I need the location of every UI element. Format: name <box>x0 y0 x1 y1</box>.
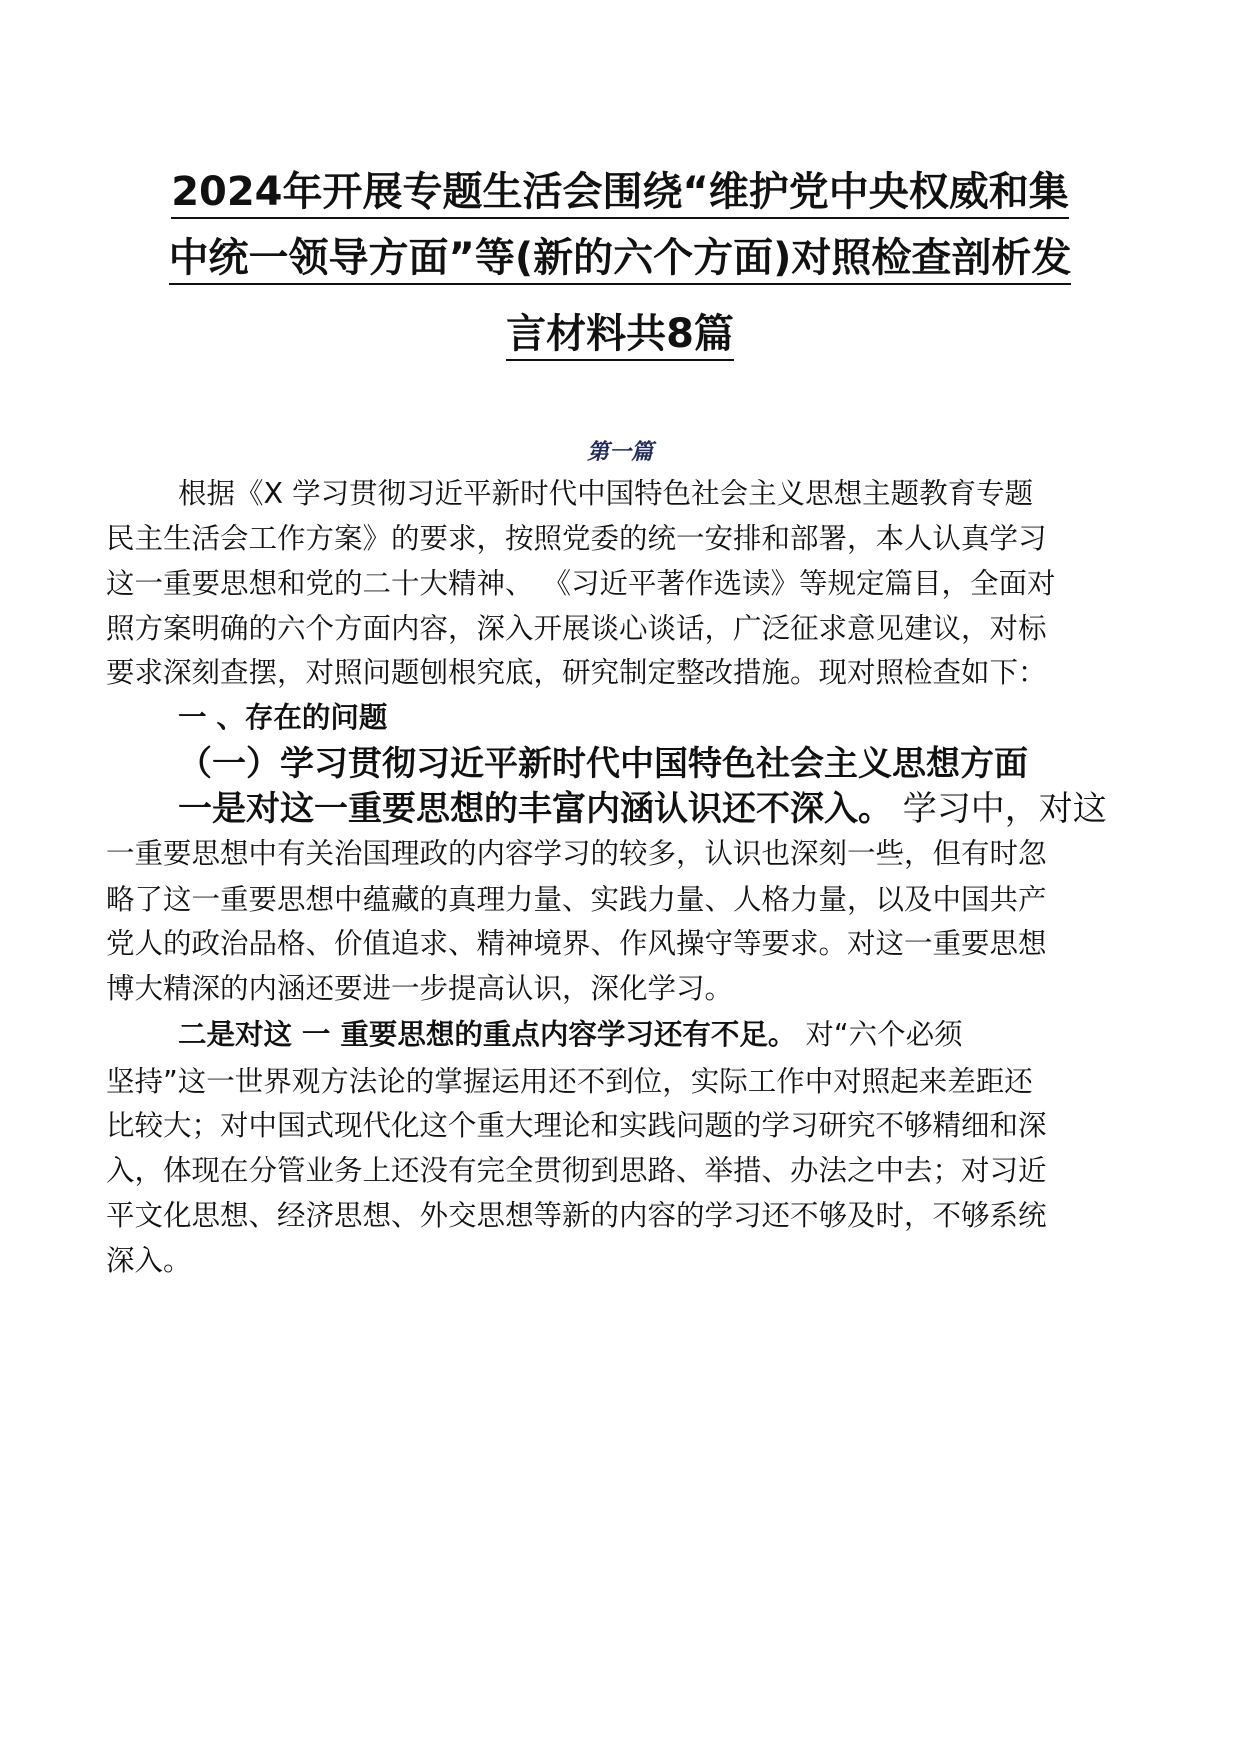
point2-lead: 二是对这 一 重要思想的重点内容学习还有不足。 <box>178 1018 797 1051</box>
point1-lead-rest: 学习中，对这 <box>892 789 1107 829</box>
document-title-line-3: 言材料共8篇 <box>60 306 1180 362</box>
point1-line-1: 一重要思想中有关治国理政的内容学习的较多，认识也深刻一些，但有时忽 <box>106 837 1047 870</box>
intro-line-5: 要求深刻查摆，对照问题刨根究底，研究制定整改措施。现对照检查如下： <box>106 656 1047 689</box>
intro-line-1: 根据《X 学习贯彻习近平新时代中国特色社会主义思想主题教育专题 <box>178 477 1034 510</box>
point1-line-4: 博大精深的内涵还要进一步提高认识，深化学习。 <box>106 972 734 1005</box>
sub-heading: （一）学习贯彻习近平新时代中国特色社会主义思想方面 <box>178 744 1028 784</box>
point1-line-2: 略了这一重要思想中蕴藏的真理力量、实践力量、人格力量，以及中国共产 <box>106 883 1047 916</box>
point1-lead-line <box>178 787 1208 831</box>
point1-lead: 一是对这一重要思想的丰富内涵认识还不深入。 <box>178 789 892 829</box>
intro-line-4: 照方案明确的六个方面内容，深入开展谈心谈话，广泛征求意见建议，对标 <box>106 612 1047 645</box>
section-heading: 第一篇 <box>586 439 653 465</box>
document-title-line-1: 2024年开展专题生活会围绕“维护党中央权威和集 <box>60 164 1180 220</box>
point2-line-5: 深入。 <box>106 1244 192 1277</box>
point2-lead-rest: 对“六个必须 <box>796 1018 963 1051</box>
point2-lead-line <box>178 1015 1208 1055</box>
intro-line-3: 这一重要思想和党的二十大精神、 《习近平著作选读》等规定篇目，全面对 <box>106 567 1056 600</box>
point2-line-1: 坚持”这一世界观方法论的掌握运用还不到位，实际工作中对照起来差距还 <box>106 1065 1033 1098</box>
point2-line-2: 比较大；对中国式现代化这个重大理论和实践问题的学习研究不够精细和深 <box>106 1109 1047 1142</box>
document-title-line-2: 中统一领导方面”等(新的六个方面)对照检查剖析发 <box>60 230 1180 286</box>
point2-line-3: 入，体现在分管业务上还没有完全贯彻到思路、举措、办法之中去；对习近 <box>106 1154 1047 1187</box>
part-heading: 一 、存在的问题 <box>178 701 388 734</box>
point1-line-3: 党人的政治品格、价值追求、精神境界、作风操守等要求。对这一重要思想 <box>106 927 1047 960</box>
point2-line-4: 平文化思想、经济思想、外交思想等新的内容的学习还不够及时，不够系统 <box>106 1199 1047 1232</box>
intro-line-2: 民主生活会工作方案》的要求，按照党委的统一安排和部署，本人认真学习 <box>106 522 1047 555</box>
